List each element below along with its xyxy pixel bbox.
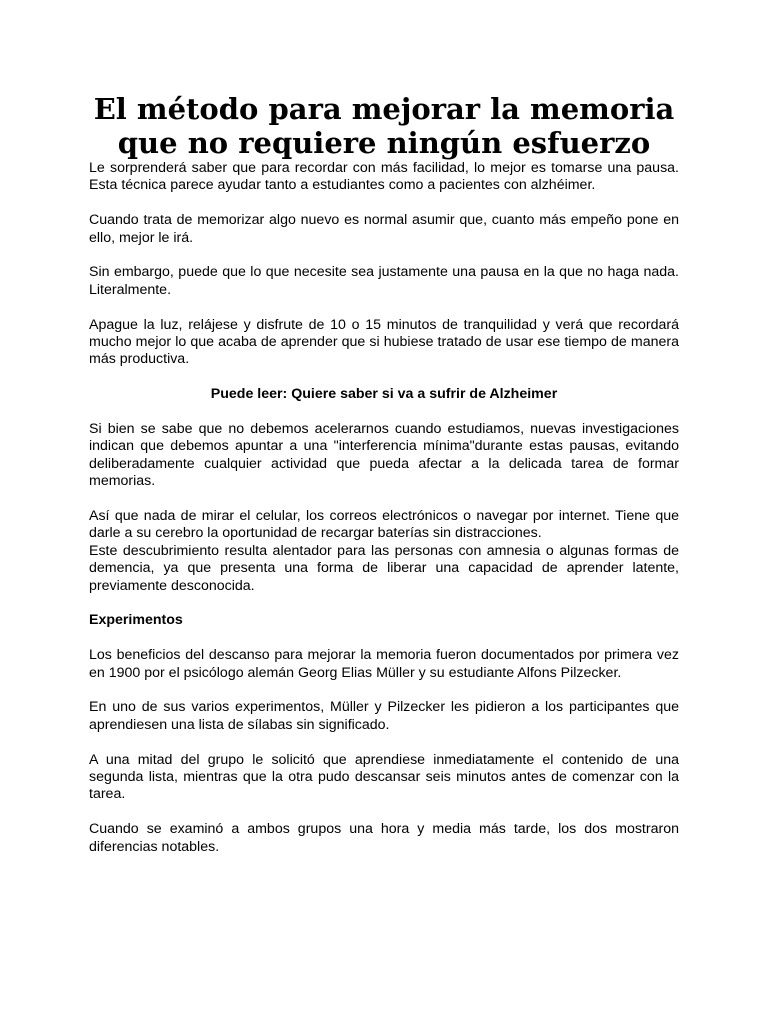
title-line-1: El método para mejorar la memoria (93, 92, 675, 126)
title-line-2: que no requiere ningún esfuerzo (117, 126, 651, 160)
paragraph-intro: Le sorprenderá saber que para recordar con más facilidad, lo mejor es tomarse una pausa. Esta técnica parece ayudar tanto a estudiantes como a pacientes con alzhéimer. (89, 160, 679, 194)
section-heading-experiments: Experimentos (89, 612, 183, 629)
paragraph-memorize: Cuando trata de memorizar algo nuevo es normal asumir que, cuanto más empeño pone en ello, mejor le irá. (89, 212, 679, 246)
article-body (89, 160, 679, 856)
article-title (89, 92, 679, 160)
paragraph-relax: Apague la luz, relájese y disfrute de 10 o 15 minutos de tranquilidad y verá que recordará mucho mejor lo que acaba de aprender que si hubiese tratado de usar ese tiempo de manera más productiva. (89, 316, 679, 368)
related-link[interactable]: Puede leer: Quiere saber si va a sufrir de Alzheimer (210, 386, 558, 403)
paragraph-discovery: Este descubrimiento resulta alentador para las personas con amnesia o algunas formas de demencia, ya que presenta una forma de liberar una capacidad de aprender latente, previamente desconocida. (89, 542, 679, 594)
paragraph-experiment: En uno de sus varios experimentos, Müller y Pilzecker les pidieron a los participantes que aprendiesen una lista de sílabas sin significado. (89, 699, 679, 733)
paragraph-pause: Sin embargo, puede que lo que necesite sea justamente una pausa en la que no haga nada. Literalmente. (89, 264, 679, 298)
paragraph-interference: Si bien se sabe que no debemos acelerarnos cuando estudiamos, nuevas investigaciones indican que debemos apuntar a una "interferencia mínima"durante estas pausas, evitando deliberadamente cualquier actividad que pueda afectar a la delicada tarea de formar memorias. (89, 421, 679, 490)
paragraph-half-group: A una mitad del grupo le solicitó que aprendiese inmediatamente el contenido de una segunda lista, mientras que la otra pudo descansar seis minutos antes de comenzar con la tarea. (89, 751, 679, 803)
paragraph-results: Cuando se examinó a ambos grupos una hora y media más tarde, los dos mostraron diferencias notables. (89, 821, 679, 855)
paragraph-benefits: Los beneficios del descanso para mejorar la memoria fueron documentados por primera vez en 1900 por el psicólogo alemán Georg Elias Müller y su estudiante Alfons Pilzecker. (89, 647, 679, 681)
paragraph-no-phone: Así que nada de mirar el celular, los correos electrónicos o navegar por internet. Tiene que darle a su cerebro la oportunidad de recargar baterías sin distracciones. (89, 508, 679, 542)
